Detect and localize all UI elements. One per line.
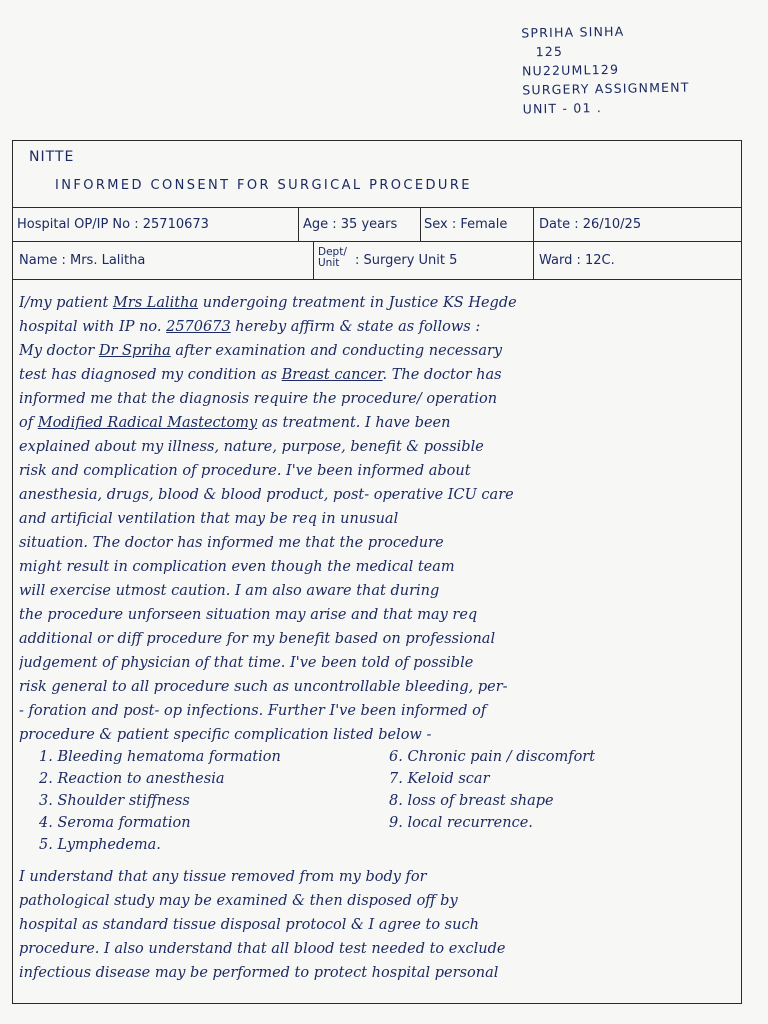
body-line: risk general to all procedure such as uncontrollable bleeding, per- <box>19 679 508 695</box>
body-line: hospital as standard tissue disposal protocol & I agree to such <box>19 917 479 933</box>
body-line: procedure. I also understand that all blood test needed to exclude <box>19 941 506 957</box>
diagnosis-underlined: Breast cancer <box>281 367 383 383</box>
age-field: Age : 35 years <box>303 217 398 232</box>
body-line: and artificial ventilation that may be req in unusual <box>19 511 399 527</box>
student-details <box>521 21 690 119</box>
complication-item: 1. Bleeding hematoma formation <box>39 749 281 765</box>
divider <box>533 207 534 241</box>
patient-name-underlined: Mrs Lalitha <box>112 295 199 311</box>
body-line: - foration and post- op infections. Further I've been informed of <box>19 703 487 719</box>
body-line: pathological study may be examined & then disposed off by <box>19 893 458 909</box>
dept-value: : Surgery Unit 5 <box>355 253 458 268</box>
dept-label: Dept/ Unit <box>318 246 347 269</box>
consent-form <box>12 140 742 1004</box>
body-line <box>19 315 734 339</box>
divider <box>533 241 534 279</box>
body-line: I understand that any tissue removed from my body for <box>19 869 427 885</box>
hospital-no: Hospital OP/IP No : 25710673 <box>17 217 209 232</box>
body-line: infectious disease may be performed to protect hospital personal <box>19 965 499 981</box>
complication-item: 8. loss of breast shape <box>389 793 554 809</box>
body-line: anesthesia, drugs, blood & blood product, post- operative ICU care <box>19 487 514 503</box>
body-line: situation. The doctor has informed me that the procedure <box>19 535 444 551</box>
body-line <box>19 411 734 435</box>
divider <box>298 207 299 241</box>
text: hospital with IP no. <box>19 319 167 335</box>
consent-body <box>19 291 734 985</box>
complication-item: 6. Chronic pain / discomfort <box>389 749 596 765</box>
text: I/my patient <box>19 295 113 311</box>
student-name: SPRIHA SINHA <box>521 23 625 41</box>
divider <box>13 207 741 208</box>
text: test has diagnosed my condition as <box>19 367 282 383</box>
body-line: will exercise utmost caution. I am also aware that during <box>19 583 440 599</box>
complication-item: 3. Shoulder stiffness <box>39 793 190 809</box>
text: as treatment. I have been <box>257 415 451 431</box>
text: undergoing treatment in Justice KS Hegde <box>198 295 517 311</box>
assignment-title: SURGERY ASSIGNMENT <box>522 79 690 98</box>
complication-list <box>19 749 734 859</box>
complication-item: 5. Lymphedema. <box>39 837 161 853</box>
sex-field: Sex : Female <box>424 217 508 232</box>
divider <box>420 207 421 241</box>
ward-field: Ward : 12C. <box>539 253 615 268</box>
patient-name: Name : Mrs. Lalitha <box>19 253 146 268</box>
form-title: INFORMED CONSENT FOR SURGICAL PROCEDURE <box>55 178 472 193</box>
complication-item: 2. Reaction to anesthesia <box>39 771 225 787</box>
body-line <box>19 363 734 387</box>
text: hereby affirm & state as follows : <box>230 319 481 335</box>
divider <box>313 241 314 279</box>
student-roll: 125 <box>535 43 564 60</box>
divider <box>13 241 741 242</box>
text: of <box>19 415 38 431</box>
body-line: additional or diff procedure for my benefit based on professional <box>19 631 496 647</box>
text: after examination and conducting necessary <box>170 343 503 359</box>
date-field: Date : 26/10/25 <box>539 217 642 232</box>
body-line: procedure & patient specific complication listed below - <box>19 727 432 743</box>
text: My doctor <box>19 343 99 359</box>
body-line <box>19 339 734 363</box>
body-line: informed me that the diagnosis require the procedure/ operation <box>19 391 498 407</box>
ip-number-underlined: 2570673 <box>166 319 231 335</box>
assignment-unit: UNIT - 01 . <box>522 100 603 117</box>
body-line: risk and complication of procedure. I've been informed about <box>19 463 471 479</box>
body-line: might result in complication even though the medical team <box>19 559 455 575</box>
complication-item: 7. Keloid scar <box>389 771 490 787</box>
body-line: explained about my illness, nature, purpose, benefit & possible <box>19 439 484 455</box>
body-line: judgement of physician of that time. I've been told of possible <box>19 655 474 671</box>
institution-name: NITTE <box>29 149 75 165</box>
text: . The doctor has <box>382 367 502 383</box>
body-line <box>19 291 734 315</box>
complication-item: 9. local recurrence. <box>389 815 533 831</box>
procedure-underlined: Modified Radical Mastectomy <box>37 415 258 431</box>
divider <box>13 279 741 280</box>
complication-item: 4. Seroma formation <box>39 815 191 831</box>
student-reg-no: NU22UML129 <box>521 61 620 79</box>
body-line: the procedure unforseen situation may arise and that may req <box>19 607 478 623</box>
doctor-name-underlined: Dr Spriha <box>98 343 171 359</box>
